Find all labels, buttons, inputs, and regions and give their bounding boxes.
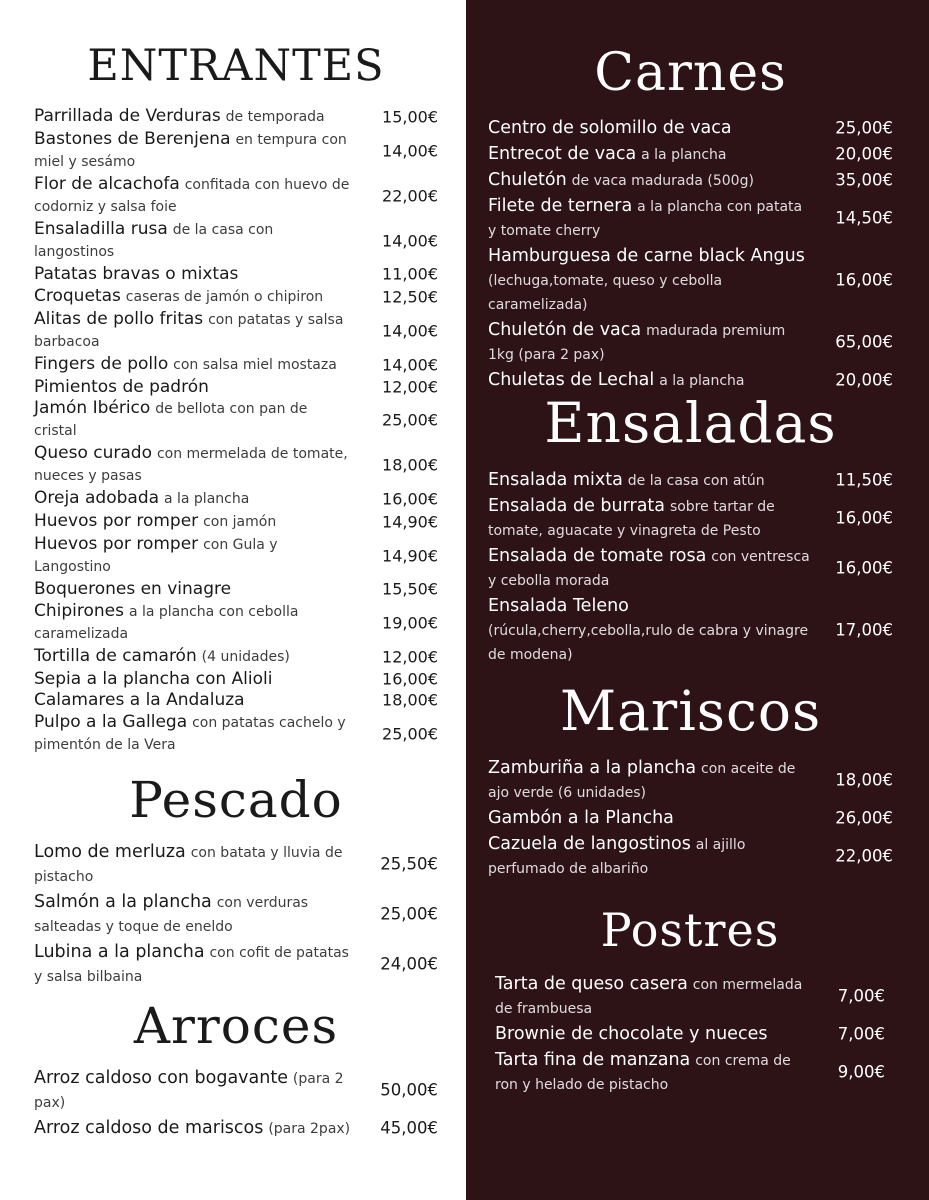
menu-item <box>34 106 438 128</box>
section-title-mariscos: Mariscos <box>559 679 822 743</box>
menu-item-price: 17,00€ <box>835 620 893 640</box>
menu-item <box>34 579 438 600</box>
menu-item-detail: con jamón <box>203 514 277 530</box>
menu-item-price: 15,50€ <box>382 579 438 599</box>
menu-item-price: 7,00€ <box>837 986 885 1006</box>
menu-item-price: 26,00€ <box>835 808 893 828</box>
menu-item-name: Pimientos de padrón <box>34 376 209 397</box>
menu-item-description <box>488 806 893 830</box>
menu-item-description <box>34 286 438 308</box>
menu-item-detail: de vaca madurada (500g) <box>571 173 754 189</box>
menu-item-detail: a la plancha con cebolla caramelizada <box>34 603 299 642</box>
menu-item-price: 16,00€ <box>382 489 438 509</box>
menu-item <box>488 468 893 492</box>
menu-item-detail: madurada premium 1kg (para 2 pax) <box>488 323 786 363</box>
menu-item-price: 20,00€ <box>835 144 893 164</box>
menu-item-price: 12,00€ <box>382 647 438 666</box>
section-entrantes <box>34 38 438 757</box>
menu-item-name: Ensalada de tomate rosa <box>488 546 707 566</box>
menu-item-price: 45,00€ <box>380 1118 438 1138</box>
menu-item <box>34 219 438 263</box>
menu-item-detail: de la casa con atún <box>627 473 765 489</box>
menu-item-price: 11,00€ <box>382 264 438 284</box>
menu-item <box>488 368 893 392</box>
menu-item-price: 14,90€ <box>382 512 438 532</box>
menu-item-name: Queso curado <box>34 443 152 463</box>
menu-item-detail: con cofit de patatas y salsa bilbaina <box>34 945 349 985</box>
menu-item-price: 16,00€ <box>835 508 893 528</box>
menu-item-description <box>34 511 438 533</box>
item-list <box>488 468 893 666</box>
menu-item <box>488 194 893 242</box>
menu-item <box>488 544 893 592</box>
menu-item-detail: (lechuga,tomate, queso y cebolla caramelizada) <box>488 273 723 313</box>
menu-item-name: Chuletas de Lechal <box>488 370 655 390</box>
menu-item-detail: de la casa con langostinos <box>34 222 274 260</box>
menu-item-name: Hamburguesa de carne black Angus <box>488 246 805 266</box>
menu-item-name: Oreja adobada <box>34 488 160 508</box>
menu-item <box>34 712 438 756</box>
menu-item <box>34 669 438 690</box>
menu-item-name: Fingers de pollo <box>34 353 169 374</box>
menu-item-name: Gambón a la Plancha <box>488 808 674 828</box>
menu-item-description <box>488 468 893 492</box>
menu-item-price: 19,00€ <box>382 613 438 632</box>
menu-item <box>34 534 438 578</box>
menu-item-description <box>495 1048 885 1096</box>
menu-item-name: Chuletón de vaca <box>488 320 642 340</box>
menu-item-price: 18,00€ <box>382 455 438 475</box>
menu-item <box>495 1022 885 1046</box>
menu-item-name: Huevos por romper <box>34 534 199 554</box>
menu-item <box>488 494 893 542</box>
section-title-ensaladas: Ensaladas <box>544 391 837 455</box>
menu-item-name: Salmón a la plancha <box>34 892 212 912</box>
menu-item-description <box>488 756 893 804</box>
menu-item-description <box>34 106 438 128</box>
menu-item-price: 18,00€ <box>382 690 438 710</box>
menu-item-detail: con ventresca y cebolla morada <box>488 549 810 589</box>
menu-item <box>34 309 438 353</box>
menu-item-detail: de bellota con pan de cristal <box>34 401 308 439</box>
menu-item-detail: (rúcula,cherry,cebolla,rulo de cabra y vinagre de modena) <box>488 623 809 663</box>
menu-item <box>34 511 438 533</box>
menu-item <box>34 264 438 285</box>
menu-item-description <box>34 219 438 263</box>
menu-item-price: 14,00€ <box>382 231 438 251</box>
menu-item-description <box>495 1022 885 1046</box>
menu-item-detail: a la plancha <box>641 147 727 163</box>
menu-item <box>34 940 438 988</box>
menu-item <box>34 1116 438 1140</box>
menu-item-description <box>495 972 885 1020</box>
item-list <box>34 106 438 756</box>
menu-item-name: Ensalada Teleno <box>488 596 629 616</box>
menu-item-detail: con mermelada de tomate, nueces y pasas <box>34 446 348 484</box>
menu-item-name: Lubina a la plancha <box>34 942 205 962</box>
menu-item-name: Centro de solomillo de vaca <box>488 118 732 138</box>
menu-item-description <box>488 116 893 140</box>
section-title-entrantes: ENTRANTES <box>87 41 385 91</box>
menu-item <box>34 690 438 711</box>
item-list <box>34 840 438 988</box>
menu-item-price: 16,00€ <box>382 669 438 689</box>
menu-item-detail: de temporada <box>225 109 325 125</box>
menu-item-description <box>34 669 438 690</box>
menu-item-price: 16,00€ <box>835 270 893 290</box>
menu-item-name: Ensalada de burrata <box>488 496 665 516</box>
menu-item <box>488 116 893 140</box>
menu-item-description <box>488 368 893 392</box>
menu-item-description <box>34 377 438 398</box>
menu-item-price: 16,00€ <box>835 558 893 578</box>
menu-item-description <box>34 264 438 285</box>
menu-item-price: 14,00€ <box>382 321 438 340</box>
section-title-pescado: Pescado <box>129 771 343 829</box>
menu-item-price: 25,00€ <box>380 904 438 924</box>
menu-item-description <box>488 318 893 366</box>
menu-item-name: Arroz caldoso de mariscos <box>34 1118 264 1138</box>
menu-item-description <box>34 890 438 938</box>
section-postres <box>495 902 885 1098</box>
menu-item-description <box>488 194 893 242</box>
menu-item-description <box>34 488 438 510</box>
menu-item-description <box>34 601 438 645</box>
menu-item-name: Filete de ternera <box>488 196 633 216</box>
menu-item-detail: sobre tartar de tomate, aguacate y vinagreta de Pesto <box>488 499 775 539</box>
menu-item-price: 14,90€ <box>382 546 438 566</box>
menu-item <box>34 840 438 888</box>
section-ensaladas <box>488 392 893 668</box>
menu-item <box>34 443 438 487</box>
menu-item <box>488 142 893 166</box>
menu-item <box>488 756 893 804</box>
menu-item-detail: con mermelada de frambuesa <box>495 977 803 1017</box>
menu-item-description <box>488 832 893 880</box>
menu-item <box>34 488 438 510</box>
menu-item-detail: a la plancha con patata y tomate cherry <box>488 199 803 239</box>
menu-item-detail: con patatas cachelo y pimentón de la Vera <box>34 714 346 753</box>
menu-item-price: 14,00€ <box>382 141 438 161</box>
section-arroces <box>34 998 438 1142</box>
menu-item <box>34 354 438 376</box>
menu-item-description <box>488 168 893 192</box>
menu-item-description <box>34 129 438 173</box>
menu-item <box>34 890 438 938</box>
menu-item <box>34 174 438 218</box>
menu-item <box>488 168 893 192</box>
menu-item-name: Tarta de queso casera <box>495 974 688 994</box>
menu-item-price: 12,00€ <box>382 377 438 397</box>
menu-item-price: 9,00€ <box>837 1062 885 1082</box>
menu-item <box>488 832 893 880</box>
menu-item-description <box>34 443 438 487</box>
menu-item-detail: con crema de ron y helado de pistacho <box>495 1053 791 1093</box>
menu-item-price: 65,00€ <box>835 332 893 352</box>
section-carnes <box>488 42 893 394</box>
menu-item-detail: (para 2 pax) <box>34 1071 344 1111</box>
menu-item-name: Zamburiña a la plancha <box>488 758 697 778</box>
menu-item <box>34 377 438 398</box>
item-list <box>34 1066 438 1140</box>
menu-item <box>488 318 893 366</box>
menu-item-price: 35,00€ <box>835 170 893 190</box>
item-list <box>488 116 893 392</box>
menu-item <box>488 594 893 666</box>
section-title-carnes: Carnes <box>594 43 787 103</box>
menu-item-detail: (para 2pax) <box>268 1121 351 1137</box>
menu-item-description <box>34 354 438 376</box>
menu-item-name: Boquerones en vinagre <box>34 579 232 599</box>
menu-item-name: Lomo de merluza <box>34 842 186 862</box>
menu-item-description <box>34 398 438 442</box>
menu-item-detail: (4 unidades) <box>201 648 290 665</box>
menu-item <box>34 601 438 645</box>
menu-item-name: Chipirones <box>34 600 124 621</box>
menu-item-detail: a la plancha <box>163 491 250 507</box>
menu-item-detail: con aceite de ajo verde (6 unidades) <box>488 761 796 801</box>
menu-item-name: Croquetas <box>34 285 121 306</box>
menu-item-name: Parrillada de Verduras <box>34 106 221 126</box>
menu-item-description <box>34 940 438 988</box>
menu-item-price: 25,00€ <box>835 118 893 138</box>
menu-item-price: 25,50€ <box>380 854 438 874</box>
menu-item-price: 15,00€ <box>382 107 438 127</box>
menu-item-name: Ensaladilla rusa <box>34 219 168 239</box>
menu-item-name: Bastones de Berenjena <box>34 129 231 149</box>
menu-item-name: Chuletón <box>488 170 567 190</box>
menu-item-detail: con Gula y Langostino <box>34 537 278 575</box>
menu-item <box>34 1066 438 1114</box>
menu-item-price: 12,50€ <box>382 287 438 306</box>
menu-item-detail: con salsa miel mostaza <box>173 356 337 373</box>
menu-item-description <box>34 579 438 600</box>
menu-item-name: Arroz caldoso con bogavante <box>34 1068 288 1088</box>
menu-item-detail: a la plancha <box>659 373 745 389</box>
menu-item <box>495 972 885 1020</box>
menu-item-detail: con patatas y salsa barbacoa <box>34 311 344 350</box>
menu-item <box>488 806 893 830</box>
menu-item-name: Entrecot de vaca <box>488 144 637 164</box>
menu-item-name: Alitas de pollo fritas <box>34 308 204 329</box>
menu-item-name: Huevos por romper <box>34 511 199 531</box>
menu-item-detail: confitada con huevo de codorniz y salsa foie <box>34 177 350 215</box>
section-mariscos <box>488 680 893 882</box>
menu-item-price: 20,00€ <box>835 370 893 390</box>
menu-item-name: Brownie de chocolate y nueces <box>495 1024 768 1044</box>
menu-item-description <box>34 840 438 888</box>
menu-item <box>488 244 893 316</box>
menu-item-detail: caseras de jamón o chipiron <box>125 288 324 305</box>
item-list <box>488 756 893 880</box>
menu-item-price: 14,50€ <box>835 208 893 228</box>
menu-item-name: Ensalada mixta <box>488 470 623 490</box>
menu-item-price: 25,00€ <box>382 724 438 743</box>
menu-item-detail: con verduras salteadas y toque de eneldo <box>34 895 309 935</box>
item-list <box>495 972 885 1096</box>
menu-item-price: 24,00€ <box>380 954 438 974</box>
menu-item-description <box>34 690 438 711</box>
menu-item-name: Pulpo a la Gallega <box>34 711 188 732</box>
menu-item-detail: en tempura con miel y sesámo <box>34 132 347 170</box>
menu-item-name: Tarta fina de manzana <box>495 1050 691 1070</box>
menu-item-description <box>34 534 438 578</box>
menu-item-description <box>34 174 438 218</box>
menu-item-name: Cazuela de langostinos <box>488 834 691 854</box>
menu-item-description <box>34 1066 438 1114</box>
right-menu-panel <box>466 0 929 1200</box>
menu-item-description <box>34 712 438 756</box>
menu-item-description <box>488 544 893 592</box>
menu-item-detail: al ajillo perfumado de albariño <box>488 837 746 877</box>
section-title-arroces: Arroces <box>133 997 339 1055</box>
section-title-postres: Postres <box>600 903 780 957</box>
section-pescado <box>34 772 438 990</box>
menu-item-price: 25,00€ <box>382 410 438 430</box>
menu-item-price: 22,00€ <box>835 846 893 866</box>
menu-item-name: Flor de alcachofa <box>34 174 180 194</box>
menu-item <box>495 1048 885 1096</box>
menu-item-description <box>488 142 893 166</box>
menu-item-description <box>34 1116 438 1140</box>
menu-item-price: 7,00€ <box>837 1024 885 1044</box>
menu-item <box>34 286 438 308</box>
menu-item-price: 11,50€ <box>835 470 893 490</box>
menu-item-price: 14,00€ <box>382 355 438 374</box>
menu-item-description <box>34 309 438 353</box>
menu-item-description <box>488 244 893 316</box>
menu-item-price: 18,00€ <box>835 770 893 790</box>
menu-item-name: Patatas bravas o mixtas <box>34 264 239 284</box>
menu-item-detail: con batata y lluvia de pistacho <box>34 845 343 885</box>
menu-item-name: Jamón Ibérico <box>34 398 151 418</box>
menu-item-name: Tortilla de camarón <box>34 645 197 666</box>
menu-item-description <box>488 494 893 542</box>
menu-item-name: Sepia a la plancha con Alioli <box>34 668 273 689</box>
menu-item-name: Calamares a la Andaluza <box>34 690 245 710</box>
menu-item-price: 50,00€ <box>380 1080 438 1100</box>
menu-item-description <box>34 646 438 668</box>
menu-item-description <box>488 594 893 666</box>
menu-item <box>34 398 438 442</box>
menu-item-price: 22,00€ <box>382 186 438 206</box>
menu-item <box>34 129 438 173</box>
menu-item <box>34 646 438 668</box>
